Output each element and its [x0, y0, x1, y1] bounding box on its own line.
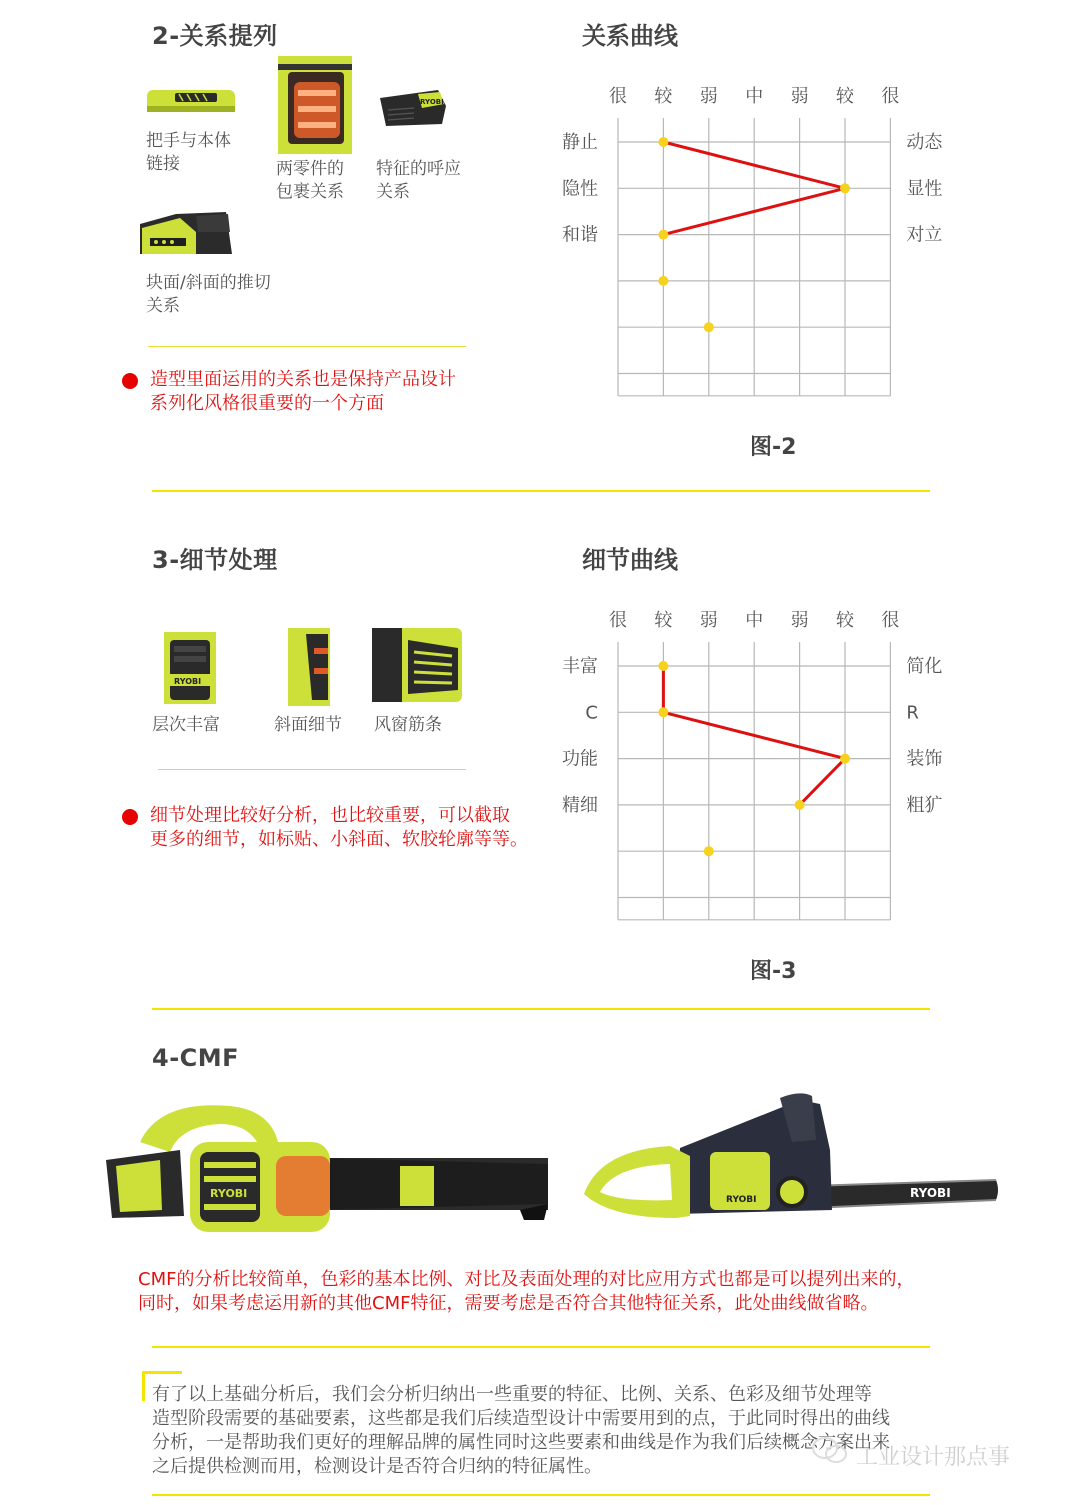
chart2-col-label-5: 较	[836, 610, 854, 631]
note-bullet-icon	[122, 373, 138, 389]
caption-vent-ribs: 风窗筋条	[374, 715, 442, 735]
chainsaw-side-brand: RYOBI	[726, 1195, 757, 1205]
caption-feature-echo: 特征的呼应 关系	[376, 159, 461, 202]
chart2-right-label-0: 简化	[906, 656, 943, 677]
chart1-col-label-1: 较	[654, 86, 673, 107]
section3-note: 细节处理比较好分析，也比较重要，可以截取 更多的细节，如标贴、小斜面、软胶轮廓等等。	[150, 805, 528, 850]
caption-rich-layers: 层次丰富	[152, 715, 220, 735]
chart2-point-2	[840, 754, 850, 764]
chart2-col-label-1: 较	[654, 610, 673, 631]
section2-title: 2-关系提列	[152, 22, 278, 50]
wechat-icon	[812, 1436, 848, 1466]
chart2-col-label-4: 弱	[790, 610, 809, 631]
chart1-col-label-0: 很	[609, 86, 627, 107]
chart2-left-label-1: C	[585, 702, 598, 724]
chart2-point-0	[658, 661, 668, 671]
chart1-point-2	[658, 230, 668, 240]
chart1-col-label-2: 弱	[699, 86, 718, 107]
caption-bevel-detail: 斜面细节	[274, 715, 342, 735]
chart1-left-label-1: 隐性	[562, 178, 598, 200]
section-divider-1	[152, 490, 930, 492]
chart2-point-3	[795, 800, 805, 810]
section4-title: 4-CMF	[152, 1044, 240, 1072]
watermark-text: 工业设计那点事	[856, 1445, 1011, 1470]
caption-block-bevel: 块面/斜面的推切 关系	[146, 273, 271, 316]
feature-thumbnail	[378, 88, 448, 128]
bevel-thumbnail	[136, 202, 236, 256]
bevel-detail-thumbnail	[288, 628, 330, 706]
chart2-right-label-2: 装饰	[906, 748, 943, 770]
chart1-point-0	[658, 137, 668, 147]
caption-two-part-wrap: 两零件的 包裹关系	[276, 159, 344, 202]
detail-chart-title: 细节曲线	[582, 546, 678, 574]
relation-chart-title: 关系曲线	[582, 22, 678, 50]
section3-divider	[158, 769, 466, 770]
note-bullet-icon-2	[122, 809, 138, 825]
chart2-col-label-6: 很	[881, 610, 900, 631]
handle-thumbnail	[145, 84, 240, 118]
relation-curve-chart	[540, 76, 980, 426]
vent-rib-thumbnail	[372, 628, 462, 702]
figure-2-label: 图-2	[750, 435, 797, 460]
layer-thumbnail	[164, 632, 216, 704]
blower-brand-text: RYOBI	[210, 1187, 248, 1200]
chainsaw-bar-brand: RYOBI	[910, 1186, 951, 1200]
chart2-right-label-3: 粗犷	[906, 794, 943, 816]
chart2-left-label-0: 丰富	[562, 656, 598, 677]
chainsaw-image	[580, 1090, 1000, 1230]
chart2-right-label-1: R	[906, 702, 919, 724]
quote-bracket-side	[142, 1371, 145, 1401]
section2-divider	[148, 346, 466, 347]
chart1-col-label-4: 弱	[790, 86, 809, 107]
caption-handle-body-link: 把手与本体 链接	[146, 131, 231, 174]
chart1-left-label-0: 静止	[562, 132, 598, 153]
chart1-right-label-1: 显性	[906, 178, 943, 200]
feature-thumb-brand: RYOBI	[420, 98, 444, 106]
summary-text: 有了以上基础分析后，我们会分析归纳出一些重要的特征、比例、关系、色彩及细节处理等 造型阶段需要的基础要素，这些都是我们后续造型设计中需要用到的点，于此同时得出的曲线 分析，一是帮助我们更好的理解品牌的属性同时这些要素和曲线是作为我们后续概念方案出来 之后提供检测而用，检测设计是否符合归纳的特征属性。	[152, 1384, 890, 1477]
chart1-point-1	[840, 183, 850, 193]
section-divider-3	[152, 1346, 930, 1348]
quote-bracket-top	[142, 1371, 182, 1374]
chart1-col-label-6: 很	[881, 86, 900, 107]
chart1-point-4	[704, 322, 714, 332]
chart1-col-label-5: 较	[836, 86, 854, 107]
section-divider-bottom	[152, 1494, 930, 1496]
wrap-thumbnail	[278, 56, 352, 154]
section2-note: 造型里面运用的关系也是保持产品设计 系列化风格很重要的一个方面	[150, 369, 456, 414]
chart1-right-label-2: 对立	[906, 224, 943, 246]
chart2-point-4	[704, 846, 714, 856]
leaf-blower-image	[100, 1100, 550, 1250]
chart1-left-label-2: 和谐	[562, 224, 598, 246]
chart2-point-1	[658, 707, 668, 717]
detail-curve-chart	[540, 600, 980, 950]
chart1-col-label-3: 中	[745, 86, 764, 107]
section-divider-2	[152, 1008, 930, 1010]
chart2-left-label-2: 功能	[562, 748, 598, 770]
chart2-col-label-0: 很	[609, 610, 627, 631]
figure-3-label: 图-3	[750, 959, 797, 984]
section3-title: 3-细节处理	[152, 546, 278, 574]
chart2-left-label-3: 精细	[562, 794, 598, 816]
chart2-col-label-2: 弱	[699, 610, 718, 631]
section4-note: CMF的分析比较简单，色彩的基本比例、对比及表面处理的对比应用方式也都是可以提列出来的， 同时，如果考虑运用新的其他CMF特征，需要考虑是否符合其他特征关系，此处曲线做省略。	[138, 1269, 915, 1314]
chart1-right-label-0: 动态	[906, 132, 943, 153]
chart2-col-label-3: 中	[745, 610, 764, 631]
chart1-point-3	[658, 276, 668, 286]
layer-thumb-brand: RYOBI	[174, 677, 202, 686]
